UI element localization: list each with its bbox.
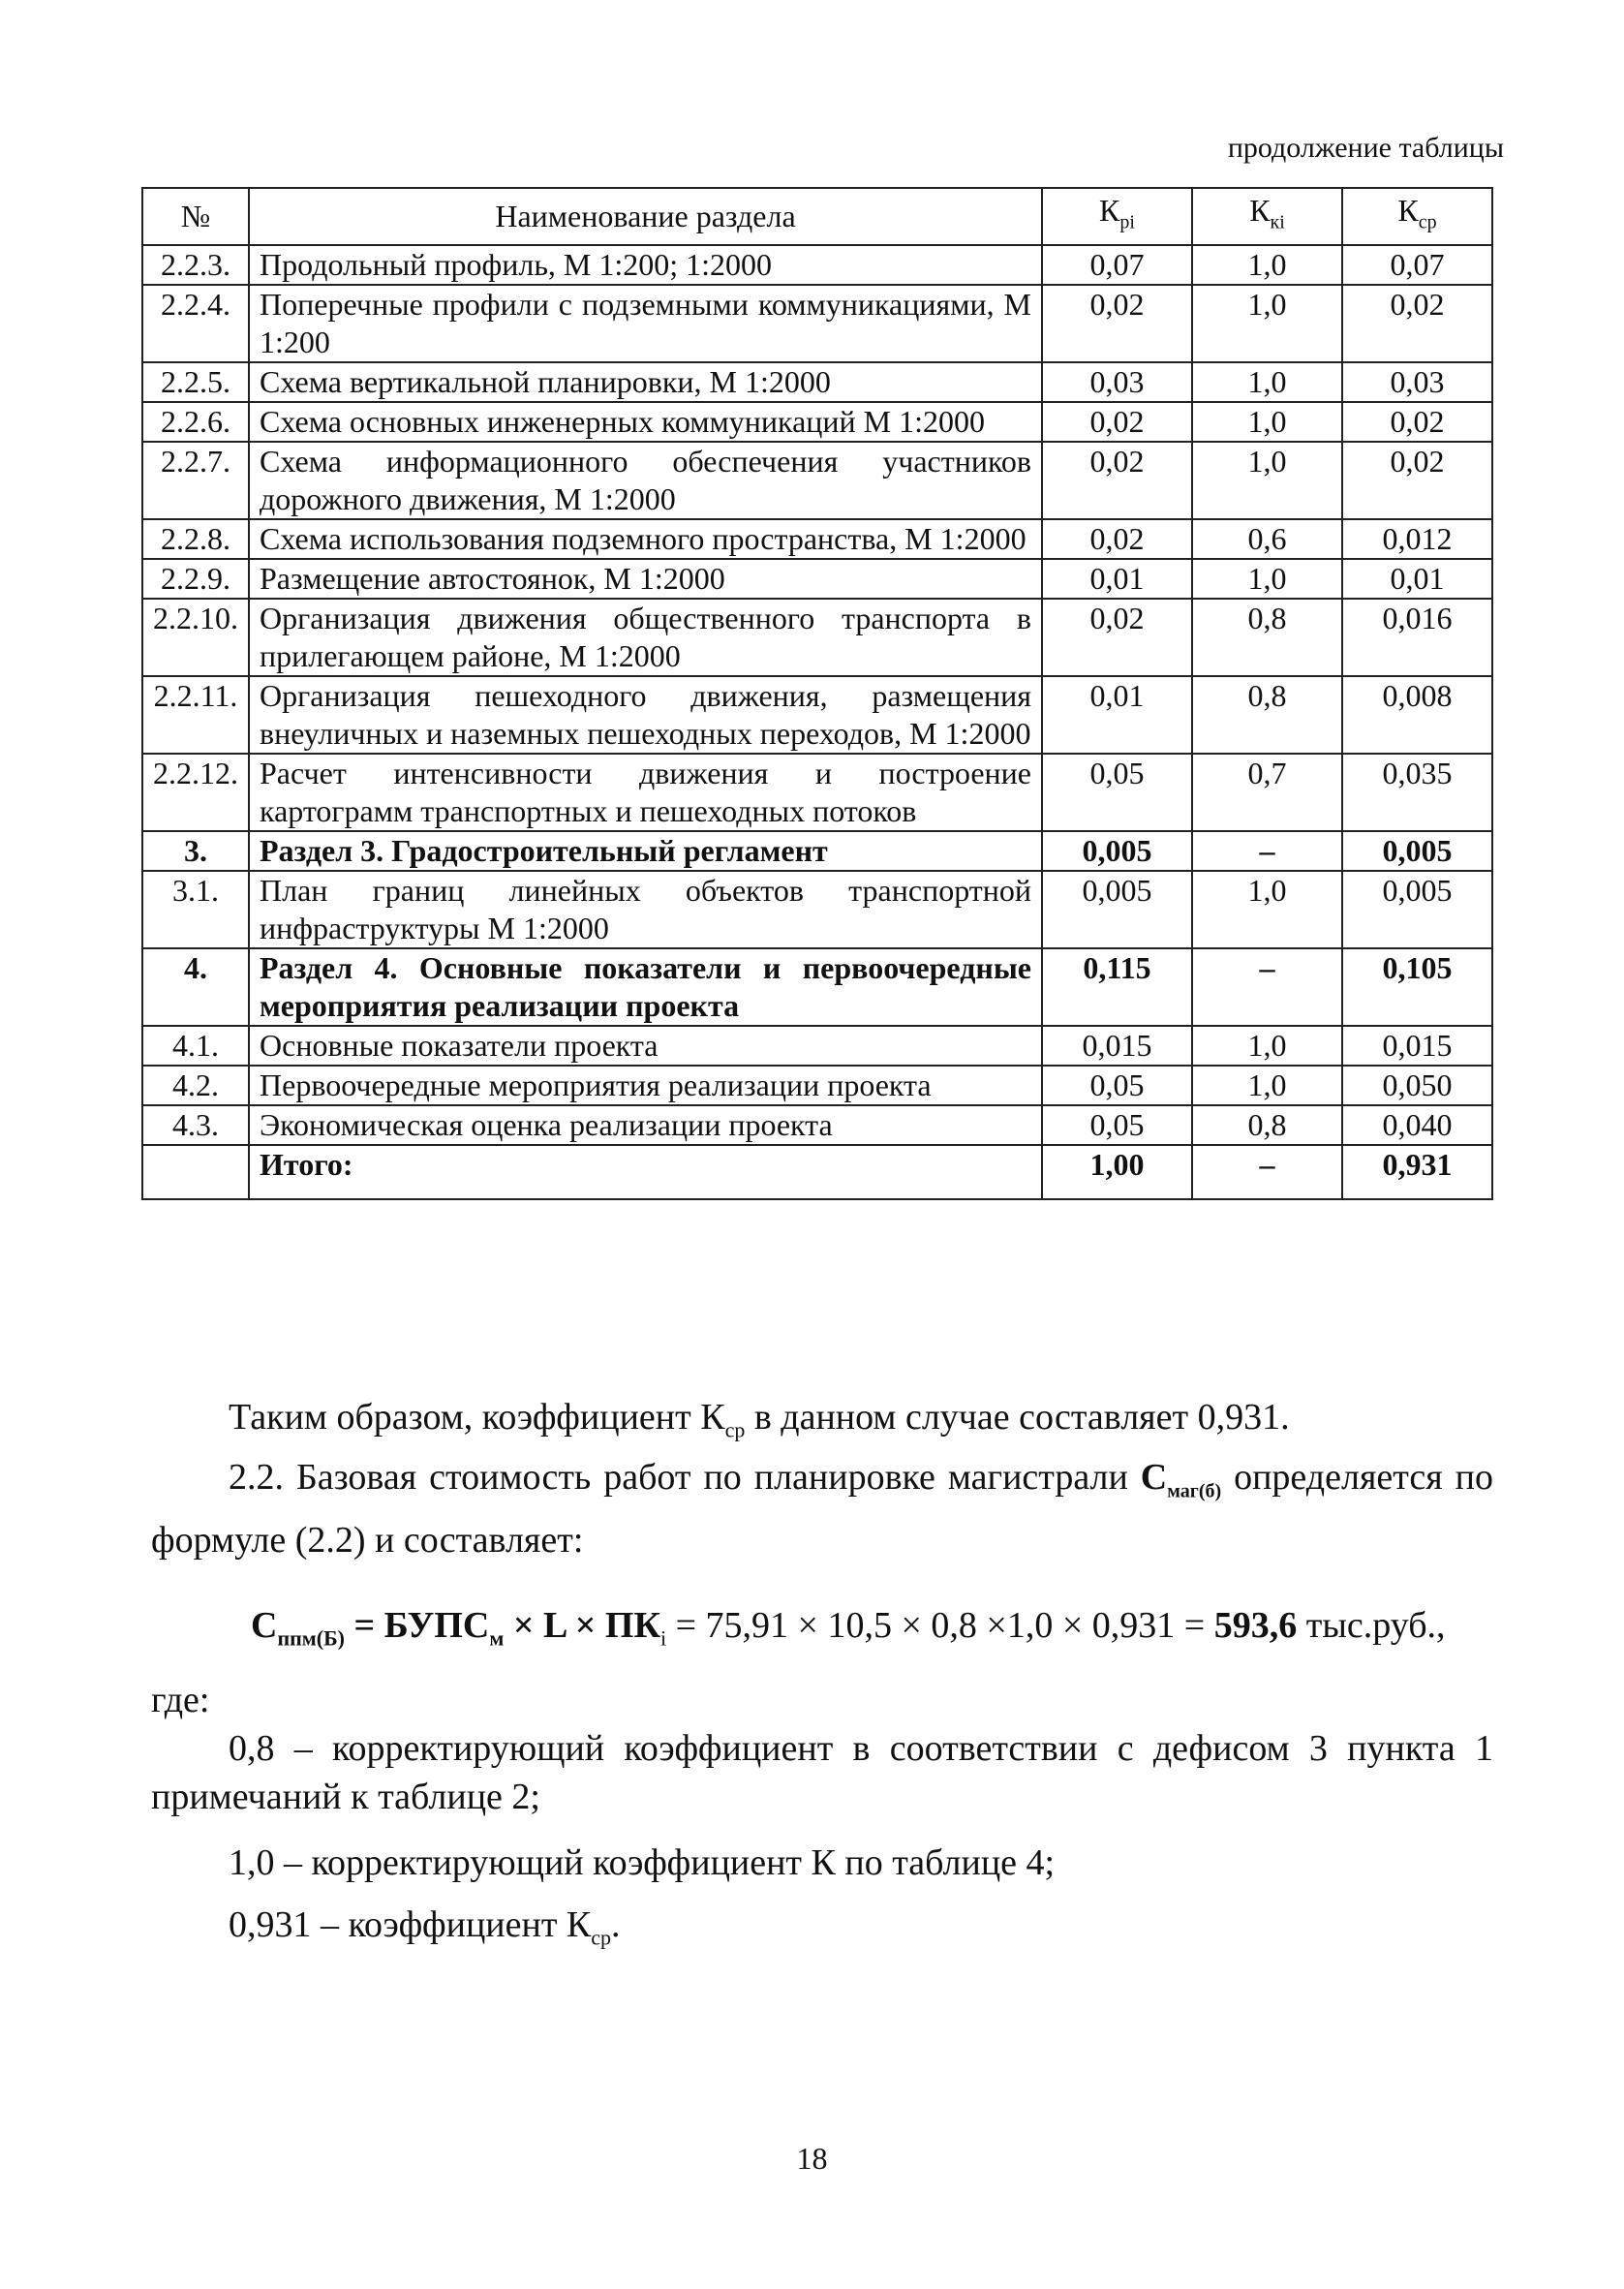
cell-kc: 0,012 [1342,519,1492,559]
header-kp: $К_{pi}$ [1042,188,1192,245]
cell-kk: – [1192,948,1342,1026]
table-row [142,402,1492,442]
cell-num: 2.2.11. [142,676,249,754]
cell-kp: 1,00 [1042,1145,1192,1199]
table-body [142,245,1492,1199]
cell-num: 2.2.4. [142,285,249,362]
table-row [142,362,1492,402]
header-kc: $К_{ср}$ [1342,188,1492,245]
cell-kc: 0,02 [1342,442,1492,519]
table-row [142,1066,1492,1105]
paragraph-base-cost: 2.2. Базовая стоимость работ по планировке магистрали $С_{маг(б)}$ определяется по формуле (2.2) и составляет: [151,1457,1493,1561]
cell-kp: 0,005 [1042,831,1192,871]
cell-kp: 0,02 [1042,599,1192,676]
cell-num: 4. [142,948,249,1026]
cell-kc: 0,02 [1342,402,1492,442]
coefficients-table [141,187,1493,1200]
cell-num: 3. [142,831,249,871]
cell-num: 2.2.9. [142,559,249,599]
cell-kk: 0,7 [1192,754,1342,831]
cell-kk: 1,0 [1192,1026,1342,1066]
cell-kc: 0,040 [1342,1105,1492,1145]
table-row [142,442,1492,519]
cell-kc: 0,008 [1342,676,1492,754]
cell-num: 2.2.6. [142,402,249,442]
table-row [142,1105,1492,1145]
table-total-row [142,1145,1492,1199]
note-3: 0,931 – коэффициент $К_{ср}$. [229,1904,621,1950]
header-kk: $К_{кi}$ [1192,188,1342,245]
cell-num: 2.2.10. [142,599,249,676]
cell-kp: 0,02 [1042,442,1192,519]
cell-num: 4.1. [142,1026,249,1066]
cell-kp: 0,02 [1042,285,1192,362]
cell-kk: 0,8 [1192,676,1342,754]
table-header-row [142,188,1492,245]
cell-kc: 0,03 [1342,362,1492,402]
cell-kc: 0,005 [1342,831,1492,871]
table-row [142,285,1492,362]
table-row [142,559,1492,599]
cell-kp: 0,115 [1042,948,1192,1026]
cell-num: 4.2. [142,1066,249,1105]
table-row [142,599,1492,676]
cell-kc: 0,07 [1342,245,1492,285]
cell-num: 3.1. [142,871,249,948]
cell-name: Продольный профиль, М 1:200; 1:2000 [249,245,1042,285]
cell-name: План границ линейных объектов транспортной инфраструктуры М 1:2000 [249,871,1042,948]
cell-name: Расчет интенсивности движения и построение картограмм транспортных и пешеходных потоков [249,754,1042,831]
cell-kk: 0,8 [1192,599,1342,676]
cell-kk: 1,0 [1192,402,1342,442]
table-row [142,871,1492,948]
cell-kp: 0,05 [1042,754,1192,831]
cell-name: Организация движения общественного транспорта в прилегающем районе, М 1:2000 [249,599,1042,676]
cell-kp: 0,03 [1042,362,1192,402]
continuation-label: продолжение таблицы [1227,132,1504,164]
cell-name: Схема вертикальной планировки, М 1:2000 [249,362,1042,402]
cell-name: Основные показатели проекта [249,1026,1042,1066]
cell-name: Схема использования подземного пространства, М 1:2000 [249,519,1042,559]
cell-kk: 1,0 [1192,871,1342,948]
cell-num: 2.2.3. [142,245,249,285]
paragraph-summary: Таким образом, коэффициент $К_{ср}$ в данном случае составляет 0,931. [229,1397,1290,1442]
cell-kp: 0,01 [1042,559,1192,599]
cell-name: Раздел 4. Основные показатели и первоочередные мероприятия реализации проекта [249,948,1042,1026]
cell-kk: 1,0 [1192,1066,1342,1105]
cell-kk: 0,6 [1192,519,1342,559]
cell-kp: 0,05 [1042,1066,1192,1105]
table-row [142,676,1492,754]
cell-kk: 0,8 [1192,1105,1342,1145]
cell-name: Раздел 3. Градостроительный регламент [249,831,1042,871]
header-name: Наименование раздела [249,188,1042,245]
table-row [142,831,1492,871]
where-label: где: [151,1680,210,1720]
cell-kp: 0,07 [1042,245,1192,285]
cell-num: 2.2.12. [142,754,249,831]
cell-kc: 0,050 [1342,1066,1492,1105]
cell-kp: 0,02 [1042,519,1192,559]
page-number: 18 [796,2141,828,2176]
cell-name: Поперечные профили с подземными коммуникациями, М 1:200 [249,285,1042,362]
cell-kk: – [1192,1145,1342,1199]
cell-kc: 0,01 [1342,559,1492,599]
cell-kc: 0,931 [1342,1145,1492,1199]
cell-kk: 1,0 [1192,559,1342,599]
cell-name: Схема информационного обеспечения участников дорожного движения, М 1:2000 [249,442,1042,519]
cell-name: Организация пешеходного движения, размещения внеуличных и наземных пешеходных переходов, М 1:2000 [249,676,1042,754]
table-row [142,948,1492,1026]
cell-kp: 0,005 [1042,871,1192,948]
table-row [142,754,1492,831]
cell-kc: 0,015 [1342,1026,1492,1066]
cell-kp: 0,02 [1042,402,1192,442]
header-num: № [142,188,249,245]
cell-num: 2.2.7. [142,442,249,519]
cell-kc: 0,016 [1342,599,1492,676]
cell-num: 2.2.5. [142,362,249,402]
table-row [142,519,1492,559]
cell-num [142,1145,249,1199]
cell-kp: 0,015 [1042,1026,1192,1066]
note-2: 1,0 – корректирующий коэффициент К по таблице 4; [229,1842,1056,1883]
cell-kc: 0,02 [1342,285,1492,362]
cell-kk: 1,0 [1192,285,1342,362]
table-row [142,1026,1492,1066]
cell-kk: 1,0 [1192,245,1342,285]
cell-kp: 0,01 [1042,676,1192,754]
cell-kk: 1,0 [1192,362,1342,402]
cell-name: Размещение автостоянок, М 1:2000 [249,559,1042,599]
cell-name: Схема основных инженерных коммуникаций М 1:2000 [249,402,1042,442]
cell-num: 2.2.8. [142,519,249,559]
note-1: 0,8 – корректирующий коэффициент в соответствии с дефисом 3 пункта 1 примечаний к таблице 2; [151,1728,1493,1817]
cell-kc: 0,005 [1342,871,1492,948]
cell-kk: 1,0 [1192,442,1342,519]
cell-kp: 0,05 [1042,1105,1192,1145]
cell-num: 4.3. [142,1105,249,1145]
table-row [142,245,1492,285]
cell-kc: 0,035 [1342,754,1492,831]
cost-formula: $С_{ппм(Б)}$ = $БУПС_м \times L \times ПК_i = 75,91 \times 10,5 \times 0,8 \times 1,0 \times 0,931 = 593,6$ тыс.руб., [251,1605,1446,1651]
cell-kk: – [1192,831,1342,871]
cell-name: Экономическая оценка реализации проекта [249,1105,1042,1145]
cell-name: Первоочередные мероприятия реализации проекта [249,1066,1042,1105]
cell-kc: 0,105 [1342,948,1492,1026]
cell-name: Итого: [249,1145,1042,1199]
